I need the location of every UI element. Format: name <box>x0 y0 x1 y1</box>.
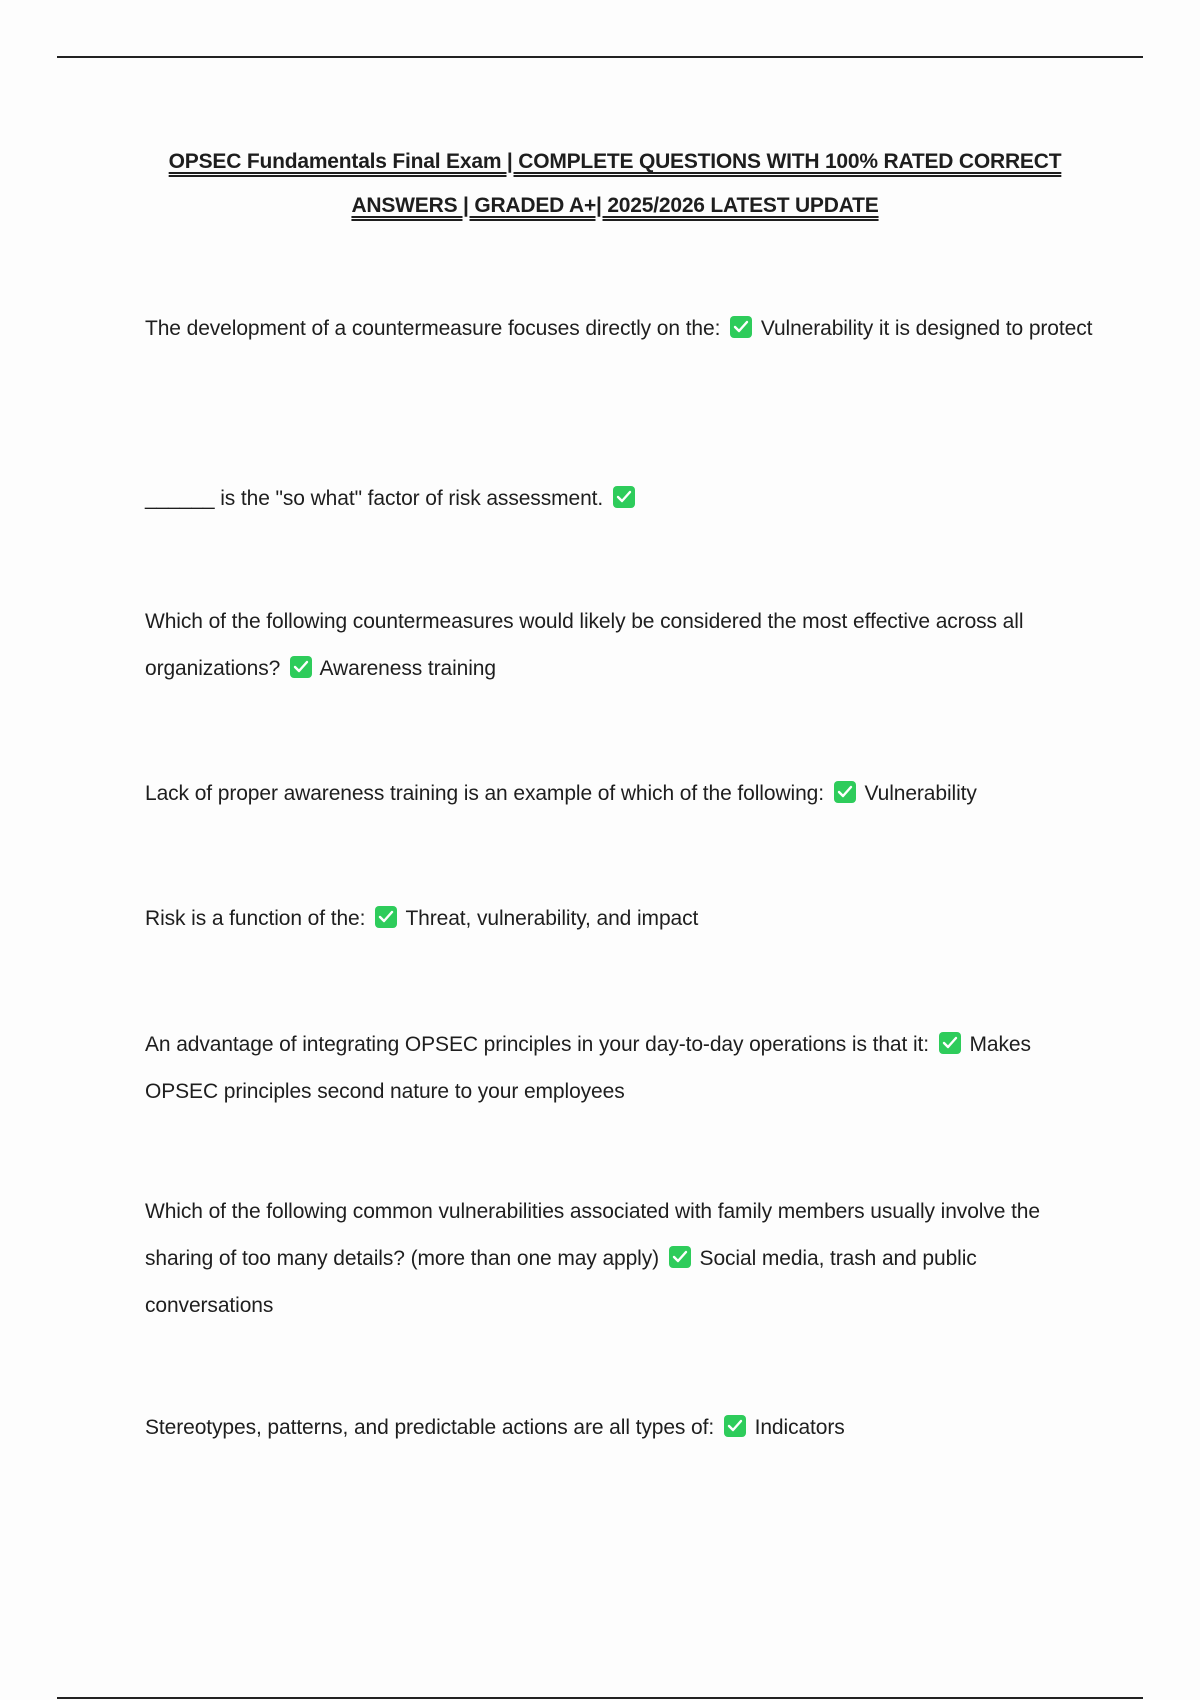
question-text: Stereotypes, patterns, and predictable actions are all types of: <box>145 1416 715 1439</box>
question-text: Risk is a function of the: <box>145 907 366 930</box>
qa-item <box>145 598 1100 692</box>
question-text: Lack of proper awareness training is an example of which of the following: <box>145 782 824 805</box>
bottom-divider <box>57 1697 1143 1699</box>
answer-text: Vulnerability <box>864 782 977 805</box>
check-mark-icon <box>724 1415 746 1437</box>
top-divider <box>57 56 1143 58</box>
answer-text: Indicators <box>754 1416 845 1439</box>
answer-text: Vulnerability it is designed to protect <box>760 317 1093 340</box>
answer-text: Social media, trash and public conversations <box>145 1247 977 1317</box>
qa-item <box>145 770 1100 817</box>
qa-item <box>145 895 1100 942</box>
check-mark-icon <box>834 781 856 803</box>
qa-item <box>145 1021 1100 1115</box>
check-mark-icon <box>375 906 397 928</box>
question-text: The development of a countermeasure focuses directly on the: <box>145 317 721 340</box>
check-mark-icon <box>290 656 312 678</box>
question-text: Which of the following countermeasures would likely be considered the most effective across all organizations? <box>145 610 1024 680</box>
check-mark-icon <box>669 1246 691 1268</box>
qa-item <box>145 475 1100 522</box>
check-mark-icon <box>613 486 635 508</box>
answer-text: Makes OPSEC principles second nature to your employees <box>145 1033 1031 1103</box>
check-mark-icon <box>730 316 752 338</box>
qa-item <box>145 1404 1100 1451</box>
answer-text: Awareness training <box>319 657 496 680</box>
qa-item <box>145 305 1100 352</box>
qa-item <box>145 1188 1100 1329</box>
document-title: OPSEC Fundamentals Final Exam | COMPLETE QUESTIONS WITH 100% RATED CORRECT ANSWERS | GRADED A+| 2025/2026 LATEST UPDATE <box>168 150 1062 217</box>
answer-text: Threat, vulnerability, and impact <box>405 907 699 930</box>
question-text: Which of the following common vulnerabilities associated with family members usually involve the sharing of too many details? (more than one may apply) <box>145 1200 1040 1270</box>
question-text: An advantage of integrating OPSEC principles in your day-to-day operations is that it: <box>145 1033 930 1056</box>
question-text: ______ is the "so what" factor of risk assessment. <box>145 487 604 510</box>
check-mark-icon <box>939 1032 961 1054</box>
